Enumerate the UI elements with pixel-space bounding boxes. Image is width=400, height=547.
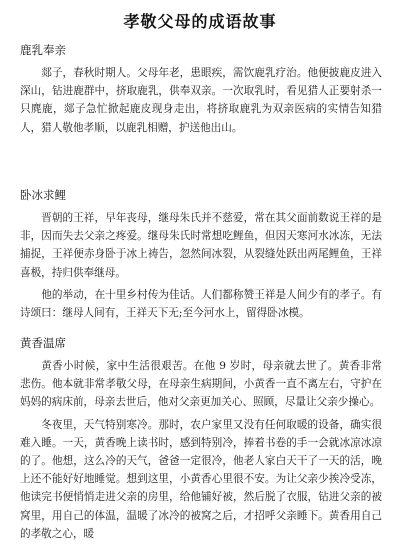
paragraph: 黄香小时候，家中生活很艰苦。在他 9 岁时，母亲就去世了。黄香非常悲伤。他本就非常孝敬父母，在母亲生病期间，小黄香一直不离左右，守护在妈妈的病床前，母亲去世后，他对父亲更加关心、照顾，尽量让父亲少操心。 <box>20 360 382 409</box>
section-warming-bed <box>20 335 382 547</box>
section-heading: 黄香温席 <box>20 336 66 350</box>
section-deer-milk <box>20 42 382 141</box>
section-heading: 卧冰求鲤 <box>20 188 66 202</box>
section-lying-on-ice <box>20 187 382 326</box>
paragraph: 他的举动，在十里乡村传为佳话。人们都称赞王祥是人间少有的孝子。有诗颂曰：继母人间有，王祥天下无;至今河水上，留得卧冰模。 <box>20 288 382 320</box>
paragraph: 郯子，春秋时期人。父母年老，患眼疾，需饮鹿乳疗治。他便披鹿皮进入深山，钻进鹿群中，挤取鹿乳，供奉双亲。一次取乳时，看见猎人正要射杀一只麂鹿，郯子急忙掀起鹿皮现身走出，将挤取鹿乳为双亲医病的实情告知猎人，猎人敬他孝顺，以鹿乳相赠，护送他出山。 <box>20 67 382 134</box>
paragraph: 冬夜里，天气特别寒冷。那时，农户家里又没有任何取暖的设备，确实很难入睡。一天，黄香晚上读书时，感到特别冷，捧着书卷的手一会就冰凉冰凉的了。他想，这么冷的天气，爸爸一定很冷，他老人家白天干了一天的活，晚上还不能好好地睡觉。想到这里，小黄香心里很不安。为让父亲少挨冷受冻，他读完书便悄悄走进父亲的房里，给他铺好被，然后脱了衣服，钻进父亲的被窝里，用自己的体温，温暖了冰冷的被窝之后，才招呼父亲睡下。黄香用自己的孝敬之心，暖 <box>20 418 382 540</box>
page-title: 孝敬父母的成语故事 <box>123 12 277 31</box>
section-heading: 鹿乳奉亲 <box>20 43 66 57</box>
paragraph: 晋朝的王祥，早年丧母，继母朱氏并不慈爱，常在其父面前数说王祥的是非，因而失去父亲之疼爱。继母朱氏时常想吃鲤鱼，但因天寒河水冰冻，无法捕捉，王祥便赤身卧于冰上祷告，忽然间冰裂，从裂缝处跃出两尾鲤鱼，王祥喜极，持归供奉继母。 <box>20 212 382 279</box>
